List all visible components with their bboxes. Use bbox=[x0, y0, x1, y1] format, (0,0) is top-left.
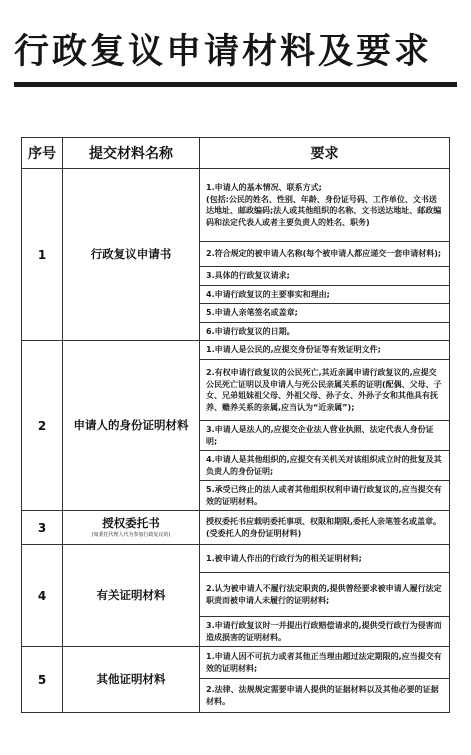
requirement-item: 授权委托书应载明委托事项、权限和期限,委托人亲笔签名或盖章。(受委托人的身份证明材料) bbox=[200, 511, 450, 545]
material-name-cell bbox=[63, 545, 200, 647]
material-name-cell bbox=[63, 169, 200, 341]
material-name: 行政复议申请书 bbox=[90, 247, 172, 261]
material-name: 授权委托书 bbox=[102, 516, 160, 530]
page-title: 行政复议申请材料及要求 bbox=[14, 32, 433, 72]
materials-table bbox=[21, 137, 450, 713]
requirement-item: 4.申请行政复议的主要事实和理由; bbox=[200, 285, 450, 304]
material-name: 其他证明材料 bbox=[96, 672, 166, 686]
requirement-item: 1.被申请人作出的行政行为的相关证明材料; bbox=[200, 545, 450, 573]
row-number: 1 bbox=[22, 169, 63, 341]
requirement-item: 2.认为被申请人不履行法定职责的,提供曾经要求被申请人履行法定职责而被申请人未履行的证明材料; bbox=[200, 573, 450, 617]
title-underline bbox=[14, 82, 457, 87]
material-name: 有关证明材料 bbox=[96, 588, 166, 602]
requirement-item: 5.承受已终止的法人或者其他组织权利申请行政复议的,应当提交有效的证明材料。 bbox=[200, 481, 450, 511]
row-number: 3 bbox=[22, 511, 63, 545]
requirement-item: 2.符合规定的被申请人名称(每个被申请人都应递交一套申请材料); bbox=[200, 242, 450, 267]
requirement-item: 2.有权申请行政复议的公民死亡,其近亲属申请行政复议的,应提交公民死亡证明以及申请人与死公民亲属关系的证明(配偶、父母、子女、兄弟姐妹祖父母、外祖父母、孙子女、外孙子女和其他具有抚养、赡养关系的亲属,应当认为“近亲属”); bbox=[200, 360, 450, 421]
table-row bbox=[22, 341, 450, 360]
requirement-item: 1.申请人因不可抗力或者其他正当理由超过法定期限的,应当提交有效的证明材料; bbox=[200, 647, 450, 679]
material-name: 申请人的身份证明材料 bbox=[73, 418, 189, 432]
header-material: 提交材料名称 bbox=[63, 138, 200, 169]
material-note: (如委托代理人代为参加行政复议的) bbox=[91, 532, 171, 538]
header-number: 序号 bbox=[22, 138, 63, 169]
header-requirement: 要求 bbox=[200, 138, 450, 169]
requirement-item: 4.申请人是其他组织的,应提交有关机关对该组织成立时的批复及其负责人的身份证明; bbox=[200, 451, 450, 481]
requirement-item: 3.申请人是法人的,应提交企业法人营业执照、法定代表人身份证明; bbox=[200, 421, 450, 451]
requirement-item: 3.具体的行政复议请求; bbox=[200, 267, 450, 286]
table-row bbox=[22, 511, 450, 545]
requirement-item: 2.法律、法规规定需要申请人提供的证据材料以及其他必要的证据材料。 bbox=[200, 679, 450, 713]
material-name-cell bbox=[63, 647, 200, 713]
requirement-item: 1.申请人是公民的,应提交身份证等有效证明文件; bbox=[200, 341, 450, 360]
material-name-cell bbox=[63, 341, 200, 511]
row-number: 5 bbox=[22, 647, 63, 713]
row-number: 2 bbox=[22, 341, 63, 511]
requirement-item: 3.申请行政复议时一并提出行政赔偿请求的,提供受行政行为侵害而造成损害的证明材料。 bbox=[200, 617, 450, 647]
material-name-cell bbox=[63, 511, 200, 545]
row-number: 4 bbox=[22, 545, 63, 647]
requirement-item: 1.申请人的基本情况、联系方式; (包括:公民的姓名、性别、年龄、身份证号码、工作单位、文书送达地址、邮政编码;法人或其他组织的名称、文书送达地址、邮政编码和法定代表人或者主要负责人的姓名、职务) bbox=[200, 169, 450, 242]
table-header-row bbox=[22, 138, 450, 169]
requirement-item: 5.申请人亲笔签名或盖章; bbox=[200, 304, 450, 323]
requirement-item: 6.申请行政复议的日期。 bbox=[200, 322, 450, 341]
table-body bbox=[22, 169, 450, 713]
table-row bbox=[22, 647, 450, 679]
table-row bbox=[22, 545, 450, 573]
table-row bbox=[22, 169, 450, 242]
